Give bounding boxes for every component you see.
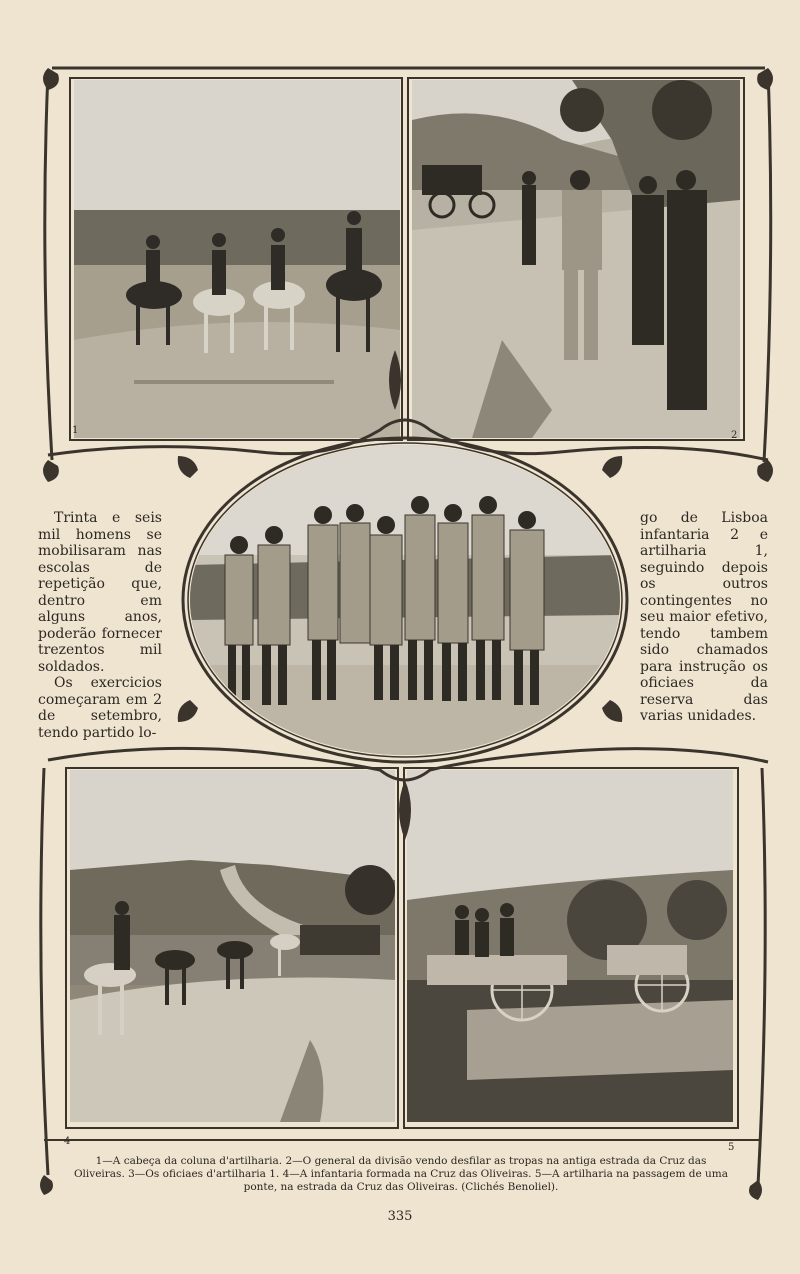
photo-artillery-bridge	[407, 770, 733, 1122]
right-text-column	[640, 510, 768, 725]
photo-number-5: 5	[728, 1142, 735, 1153]
photo-number-4: 4	[64, 1136, 71, 1147]
left-paragraph-2: Os exercicios começaram em 2 de setembro, tendo partido lo-	[38, 675, 162, 741]
page-number: 335	[387, 1209, 413, 1224]
photo-caption: 1—A cabeça da coluna d'artilharia. 2—O general da divisão vendo desfilar as tropas na antiga estrada da Cruz das Oliveiras. 3—Os oficiaes d'artilharia 1. 4—A infantaria formada na Cruz das Oliveiras. 5—A artilharia na passagem de uma ponte, na estrada da Cruz das Oliveiras. (Clichés Benoliel).	[73, 1155, 729, 1193]
right-paragraph: go de Lisboa infantaria 2 e artilharia 1, seguindo depois os outros contingentes no seu maior efetivo, tendo tambem sido chamados para instrução os oficiaes da reserva das varias unidades.	[640, 510, 768, 724]
photo-cavalry	[74, 80, 400, 438]
photo-number-2: 2	[731, 430, 738, 441]
left-text-column	[38, 510, 162, 741]
photo-general	[412, 80, 740, 438]
photo-officers	[190, 445, 620, 755]
photo-infantry	[70, 770, 395, 1122]
left-paragraph-1: Trinta e seis mil homens se mobilisaram nas escolas de repetição que, dentro em alguns anos, poderão fornecer trezentos mil soldados.	[38, 510, 162, 675]
photo-number-1: 1	[72, 425, 79, 436]
